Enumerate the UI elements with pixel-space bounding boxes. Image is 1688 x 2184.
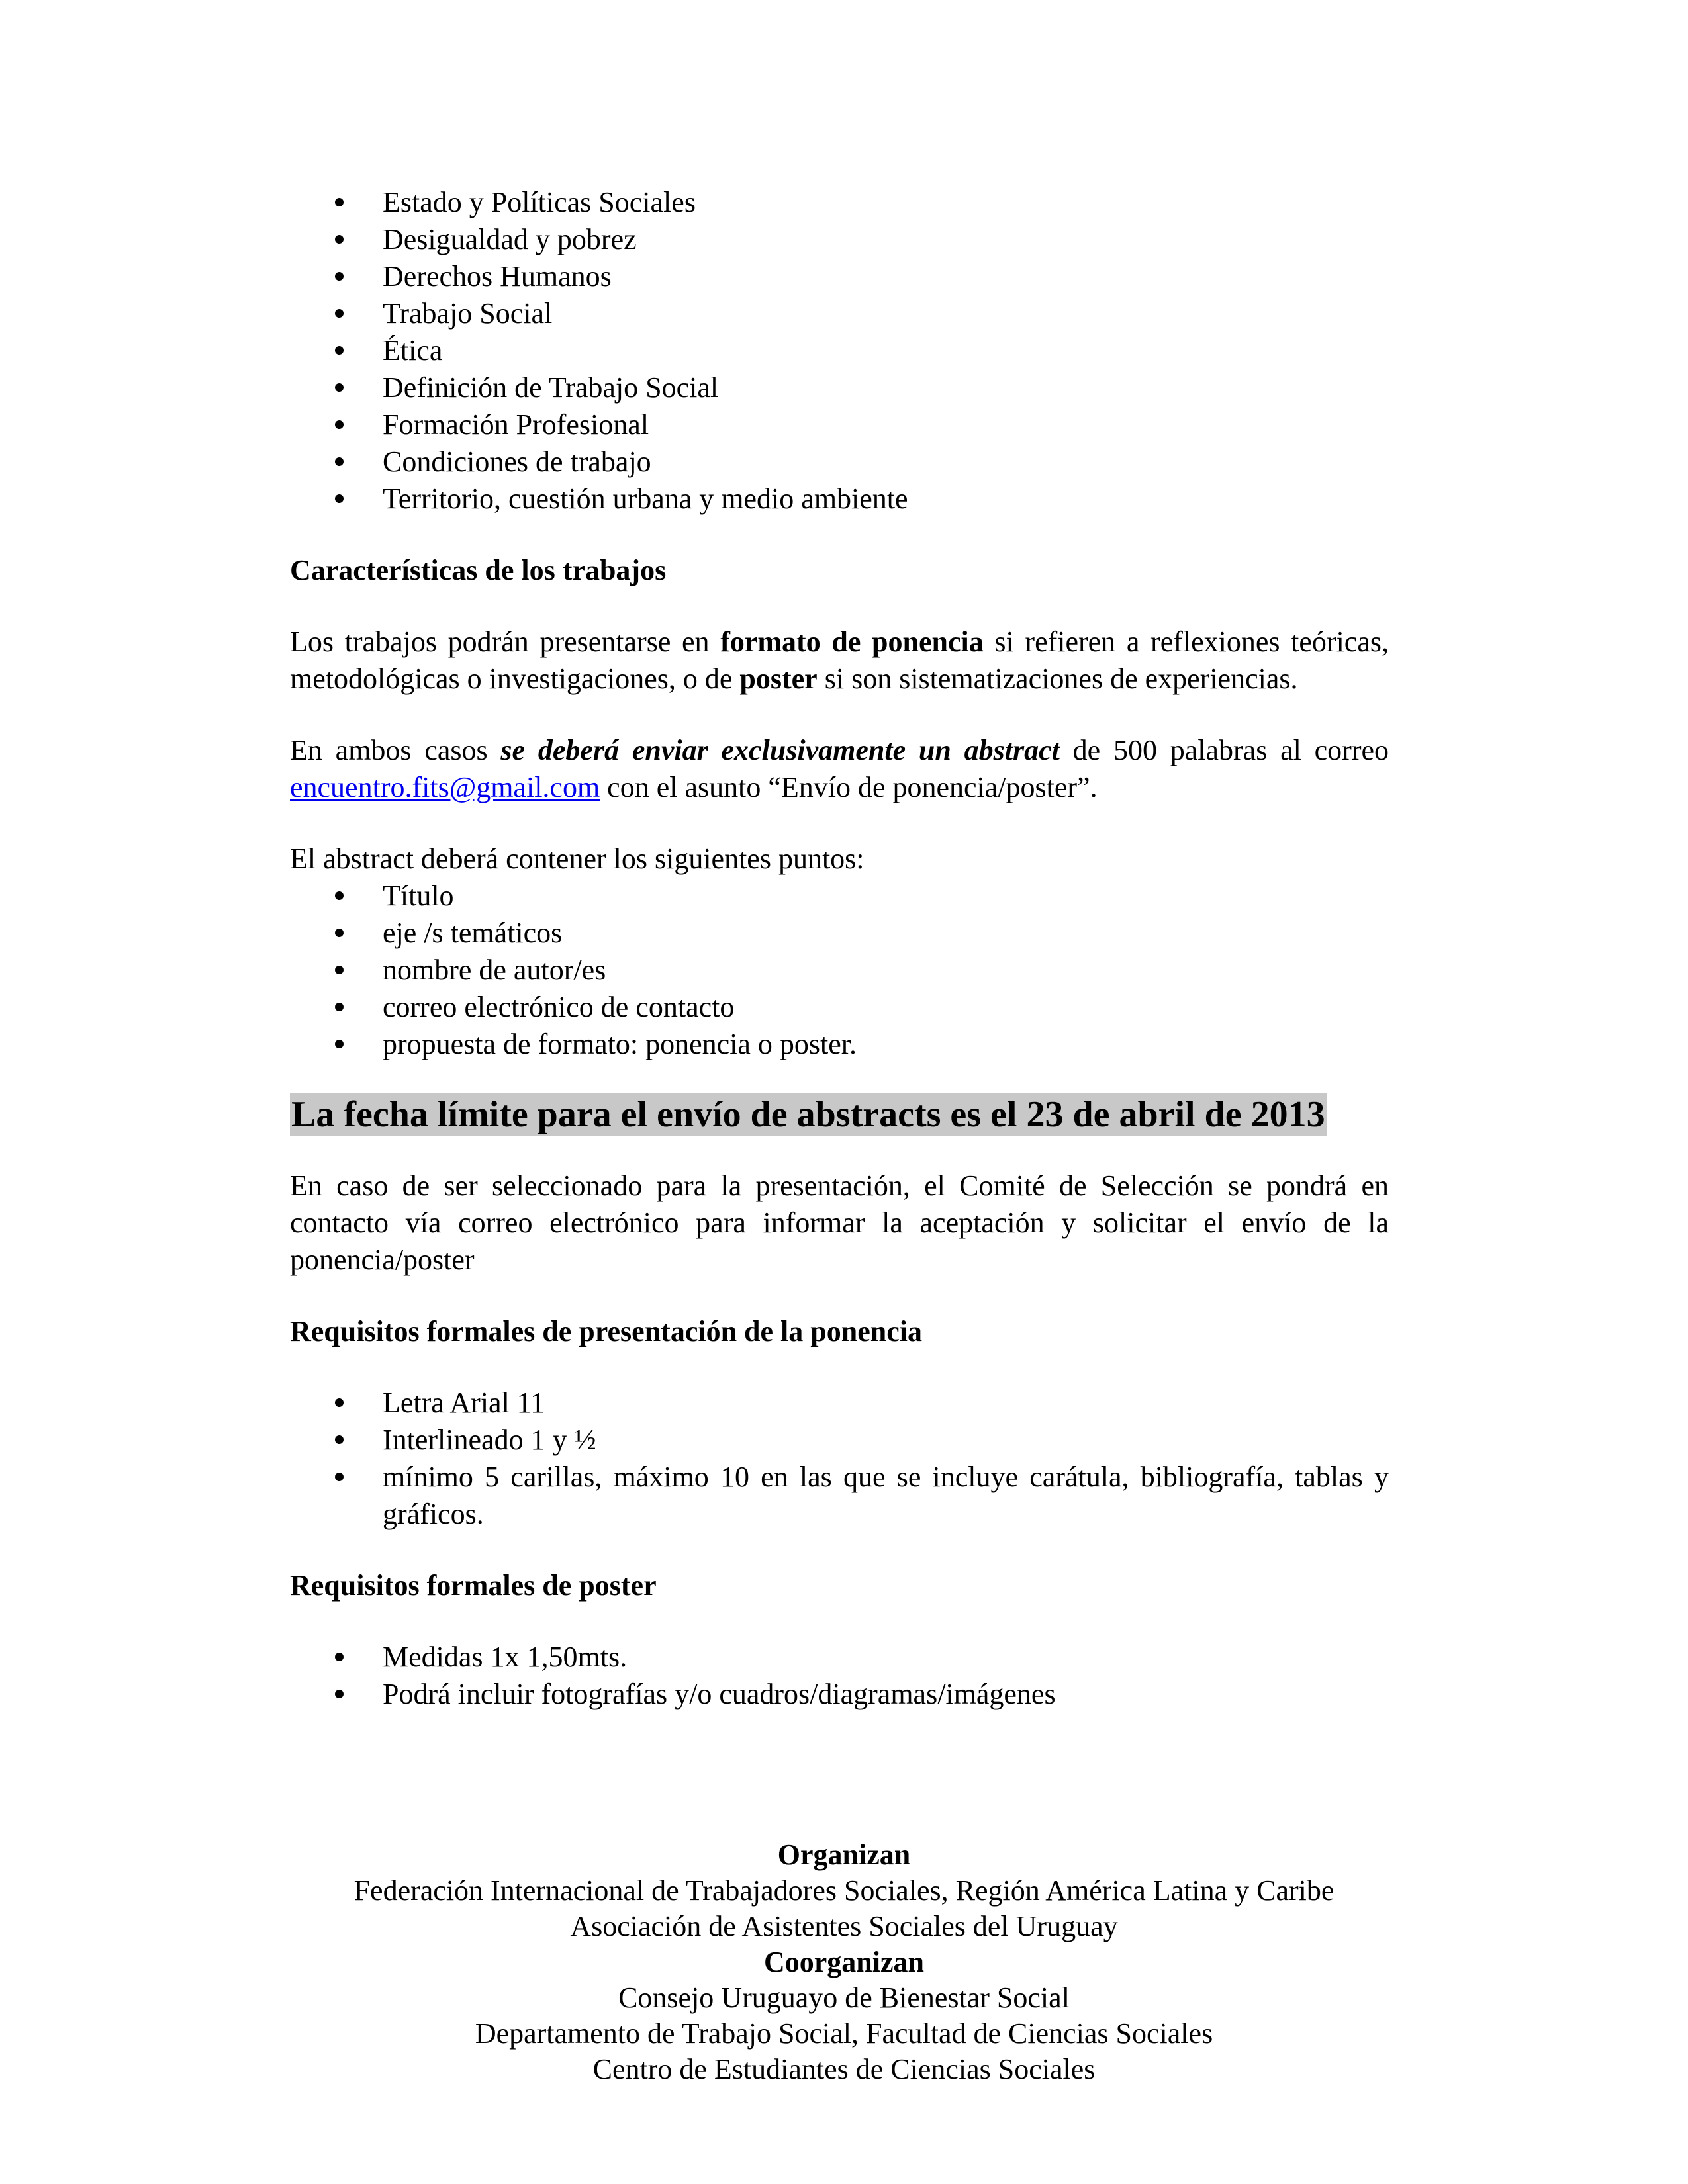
bullet-icon xyxy=(335,383,344,392)
bullet-icon xyxy=(335,1003,344,1011)
topics-list xyxy=(290,184,1389,518)
organizer-line: Asociación de Asistentes Sociales del Uruguay xyxy=(570,1910,1118,1942)
list-item: correo electrónico de contacto xyxy=(290,989,1389,1026)
coorganizer-line: Departamento de Trabajo Social, Facultad de Ciencias Sociales xyxy=(475,2017,1213,2050)
bullet-icon xyxy=(335,420,344,429)
bullet-icon xyxy=(335,494,344,503)
abstract-points-list xyxy=(290,878,1389,1063)
document-body xyxy=(290,184,1389,1713)
bullet-icon xyxy=(335,235,344,244)
coorganizer-line: Centro de Estudiantes de Ciencias Sociales xyxy=(592,2053,1096,2085)
list-item: Título xyxy=(290,878,1389,915)
list-item: nombre de autor/es xyxy=(290,952,1389,989)
bullet-icon xyxy=(335,1398,344,1407)
list-item: Ética xyxy=(290,332,1389,369)
abstract-intro: El abstract deberá contener los siguientes puntos: xyxy=(290,842,865,875)
bullet-icon xyxy=(335,1690,344,1698)
list-item: eje /s temáticos xyxy=(290,915,1389,952)
paragraph-formato: Los trabajos podrán presentarse en formato de ponencia si refieren a reflexiones teóricas, metodológicas o investigaciones, o de poster si son sistematizaciones de experiencias. xyxy=(290,625,1389,695)
list-item: Estado y Políticas Sociales xyxy=(290,184,1389,221)
organizers-footer xyxy=(0,1837,1688,2087)
bullet-icon xyxy=(335,1653,344,1661)
list-item: Derechos Humanos xyxy=(290,258,1389,295)
list-item: Territorio, cuestión urbana y medio ambiente xyxy=(290,480,1389,518)
paragraph-abstract: En ambos casos se deberá enviar exclusivamente un abstract de 500 palabras al correo encuentro.fits@gmail.com con el asunto “Envío de ponencia/poster”. xyxy=(290,734,1389,803)
bullet-icon xyxy=(335,891,344,900)
list-item: Interlineado 1 y ½ xyxy=(290,1422,1389,1459)
list-item: Trabajo Social xyxy=(290,295,1389,332)
list-item: Podrá incluir fotografías y/o cuadros/diagramas/imágenes xyxy=(290,1676,1389,1713)
paragraph-seleccion: En caso de ser seleccionado para la presentación, el Comité de Selección se pondrá en contacto vía correo electrónico para informar la aceptación y solicitar el envío de la ponencia/poster xyxy=(290,1169,1389,1276)
bullet-icon xyxy=(335,1040,344,1048)
bullet-icon xyxy=(335,929,344,937)
deadline-banner: La fecha límite para el envío de abstracts es el 23 de abril de 2013 xyxy=(291,1094,1325,1135)
email-link[interactable]: encuentro.fits@gmail.com xyxy=(290,771,600,803)
bullet-icon xyxy=(335,309,344,318)
ponencia-requirements-list xyxy=(290,1385,1389,1533)
organizan-heading: Organizan xyxy=(777,1839,911,1871)
list-item: Definición de Trabajo Social xyxy=(290,369,1389,406)
bullet-icon xyxy=(335,966,344,974)
bullet-icon xyxy=(335,346,344,355)
section-heading-poster: Requisitos formales de poster xyxy=(290,1569,657,1602)
list-item: Formación Profesional xyxy=(290,406,1389,443)
list-item: propuesta de formato: ponencia o poster. xyxy=(290,1026,1389,1063)
bullet-icon xyxy=(335,272,344,281)
list-item: Letra Arial 11 xyxy=(290,1385,1389,1422)
list-item: mínimo 5 carillas, máximo 10 en las que se incluye carátula, bibliografía, tablas y gráficos. xyxy=(290,1459,1389,1533)
list-item: Condiciones de trabajo xyxy=(290,443,1389,480)
bullet-icon xyxy=(335,457,344,466)
list-item: Desigualdad y pobrez xyxy=(290,221,1389,258)
list-item: Medidas 1x 1,50mts. xyxy=(290,1639,1389,1676)
section-heading-ponencia: Requisitos formales de presentación de la ponencia xyxy=(290,1315,922,1347)
section-heading-caracteristicas: Características de los trabajos xyxy=(290,554,667,586)
bullet-icon xyxy=(335,1473,344,1481)
organizer-line: Federación Internacional de Trabajadores Sociales, Región América Latina y Caribe xyxy=(353,1874,1335,1907)
bullet-icon xyxy=(335,1435,344,1444)
poster-requirements-list xyxy=(290,1639,1389,1713)
bullet-icon xyxy=(335,198,344,206)
coorganizer-line: Consejo Uruguayo de Bienestar Social xyxy=(618,1981,1070,2014)
coorganizan-heading: Coorganizan xyxy=(764,1946,924,1978)
